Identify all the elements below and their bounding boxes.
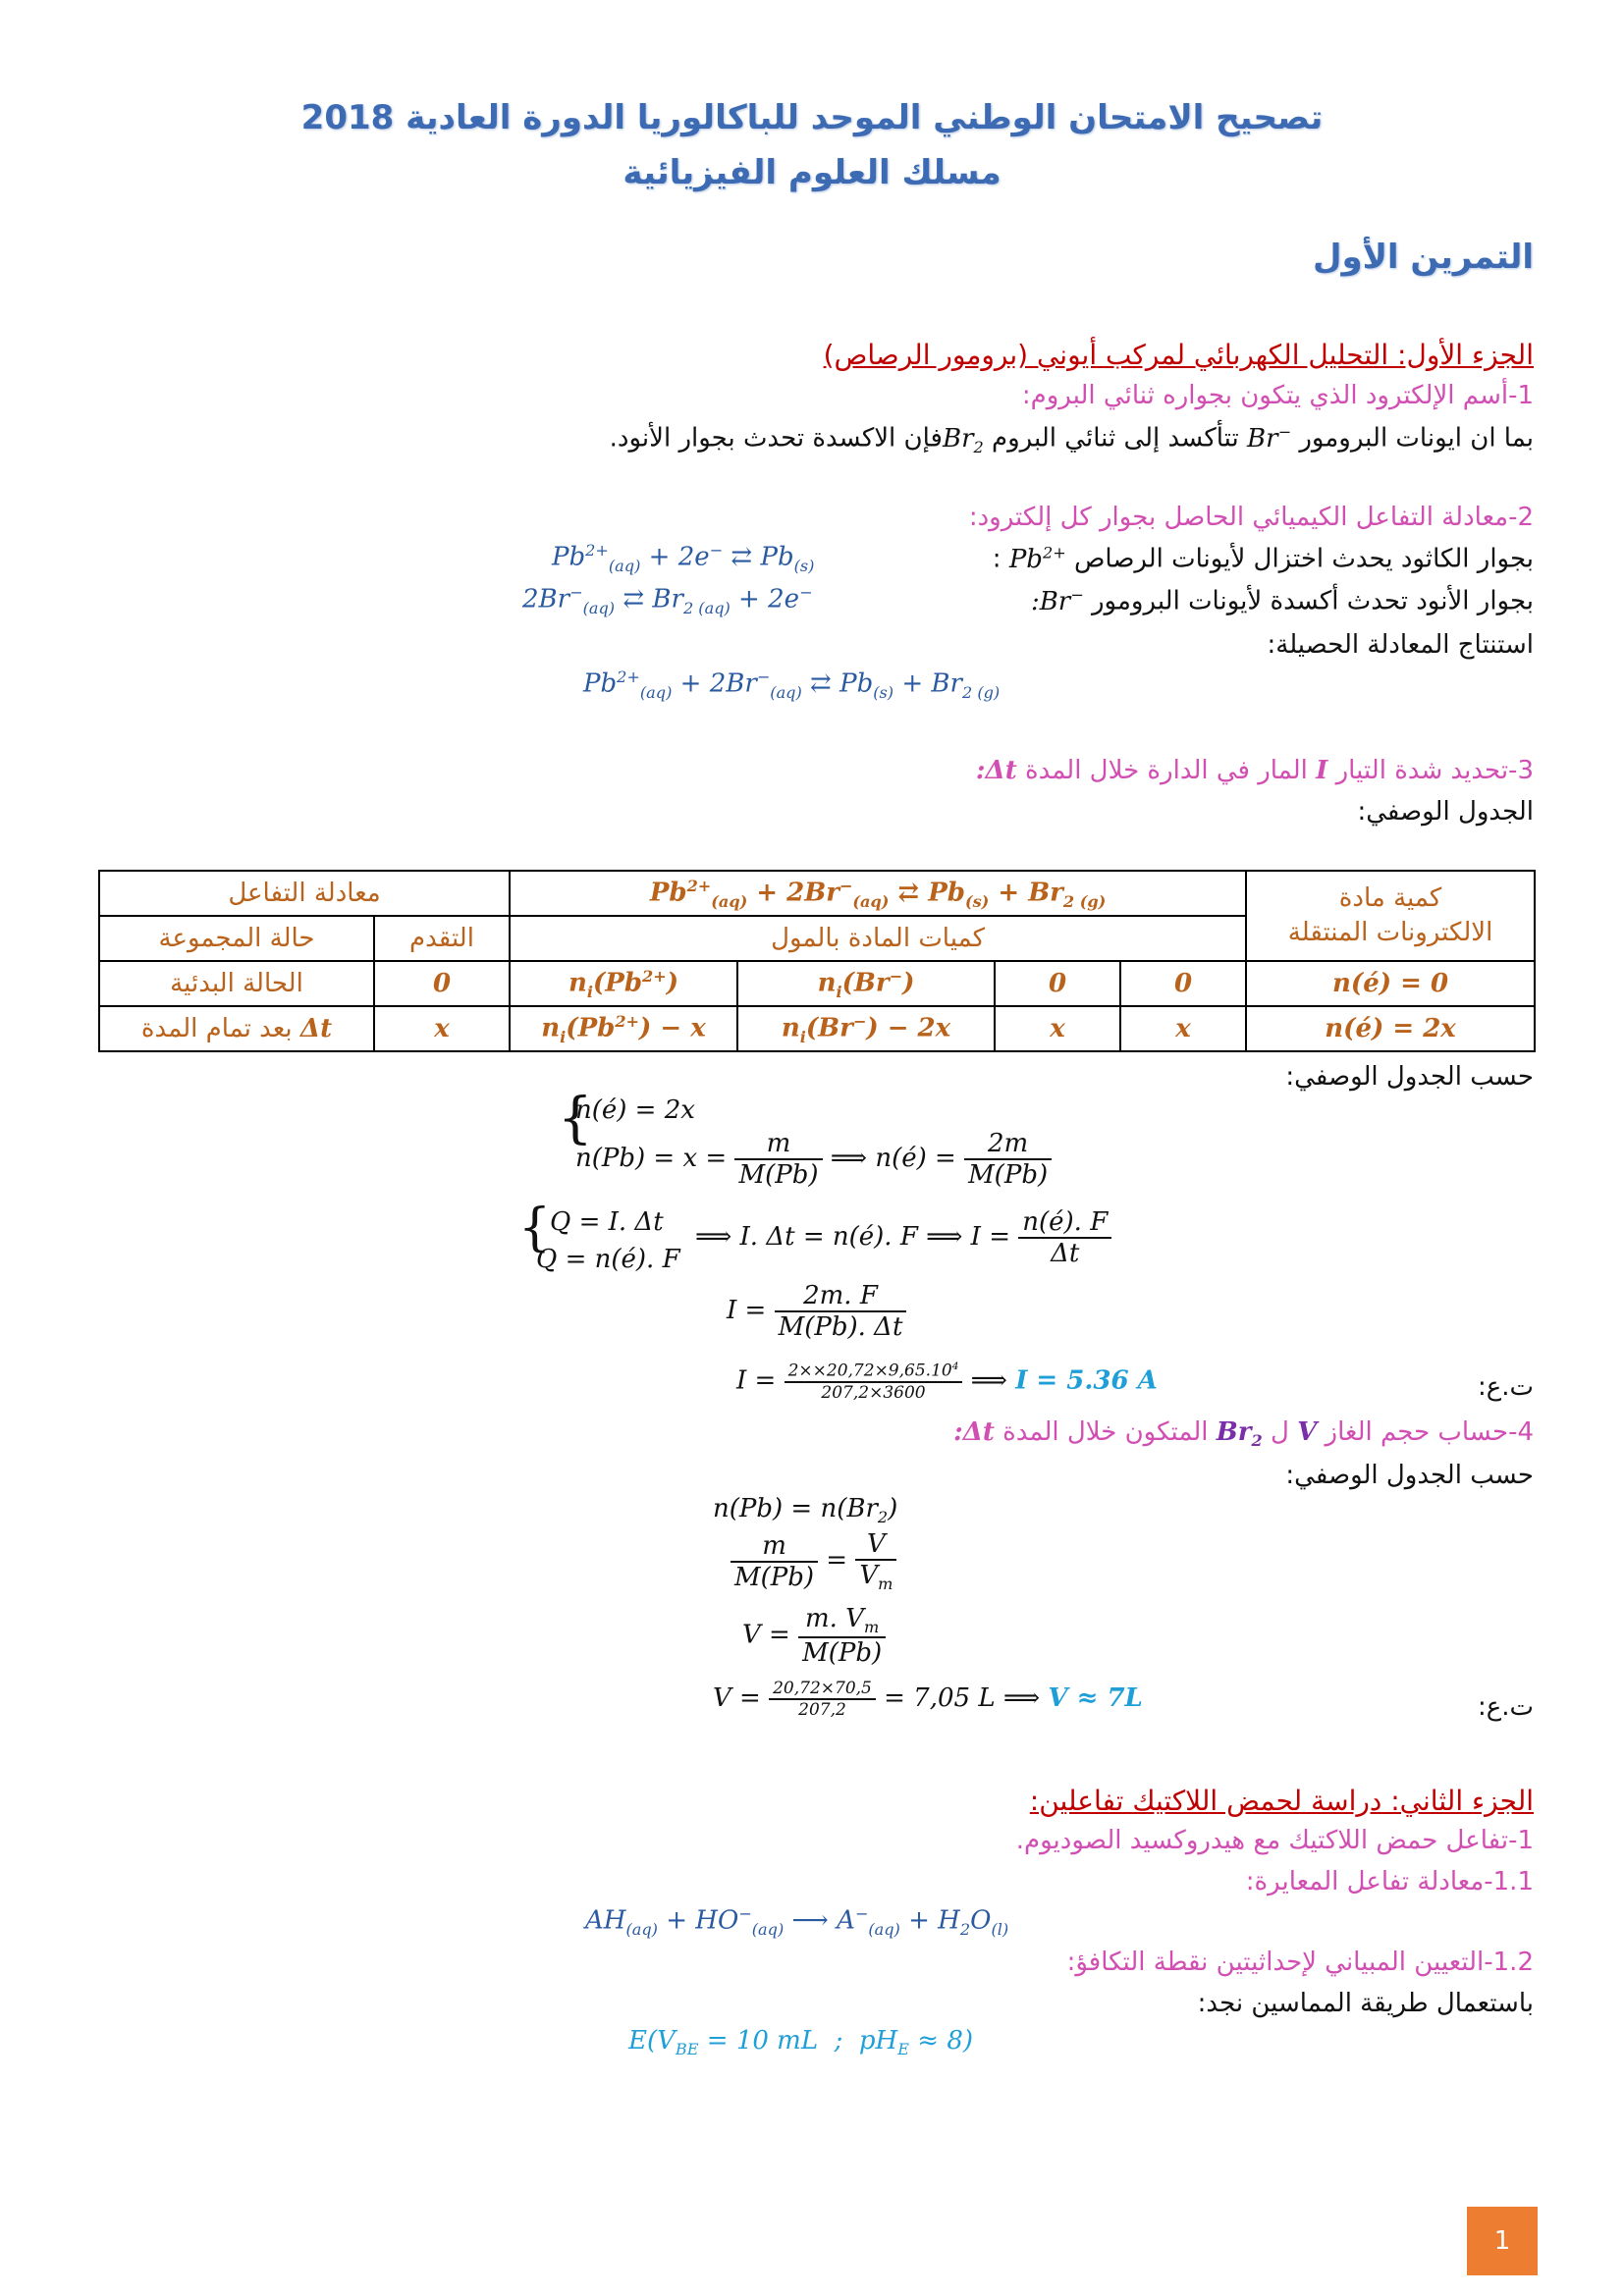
brace-2: { — [518, 1199, 552, 1257]
r1-c3: 0 — [995, 961, 1120, 1006]
q2-title: 2-معادلة التفاعل الكيميائي الحاصل بجوار كل إلكترود: — [968, 503, 1534, 532]
q1-answer-c: فإن الاكسدة تحدث بجوار الأنود. — [609, 423, 943, 454]
h-state: حالة المجموعة — [99, 916, 374, 961]
r2-electrons: n(é) = 2x — [1246, 1006, 1535, 1051]
sys2-result: ⟹ I. Δt = n(é). F ⟹ I = $\frac{n(é). F}{\Delta t}$ — [695, 1207, 1111, 1268]
r2-c3: x — [995, 1006, 1120, 1051]
h-electrons-2: الالكترونات المنتقلة — [1287, 918, 1493, 947]
part1-title: الجزء الأول: التحليل الكهربائي لمركب أيوني (برومور الرصاص) — [823, 339, 1534, 371]
q1-answer-b: تتأكسد إلى ثنائي البروم — [992, 423, 1239, 454]
according-table: حسب الجدول الوصفي: — [1285, 1062, 1534, 1092]
part2-q1: 1-تفاعل حمض اللاكتيك مع هيدروكسيد الصوديوم. — [1015, 1826, 1534, 1855]
part2-q12: 1.2-التعيين المبياني لإحداثيتين نقطة التكافؤ: — [1066, 1948, 1534, 1977]
q2-anode: بجوار الأنود تحدث أكسدة لأيونات البرومور :Br− — [1030, 585, 1534, 616]
page-subtitle: مسلك العلوم الفيزيائية — [623, 153, 1001, 192]
titration-equation: $AH_{(aq)} + HO^-_{(aq)}$ ⟶ $A^-_{(aq)} + H_2O_{(l)}$ — [585, 1904, 1009, 1939]
table-label: الجدول الوصفي: — [1357, 797, 1534, 827]
h-equation: معادلة التفاعل — [99, 871, 510, 916]
q1-answer-a: بما ان ايونات البرومور — [1299, 423, 1534, 454]
q4-title-a: 4-حساب حجم الغاز — [1325, 1417, 1534, 1447]
numeric-label-1: ت.ع: — [1477, 1372, 1534, 1402]
page-number: 1 — [1467, 2207, 1538, 2275]
numeric-label-2: ت.ع: — [1477, 1692, 1534, 1722]
current-numeric: I = $\frac{2\times\times 20,72\times 9,65.10^4}{207,2\times 3600}$ ⟹ I = 5.36 A — [736, 1361, 1158, 1403]
r1-electrons: n(é) = 0 — [1246, 961, 1535, 1006]
sys1-line1: n(é) = 2x — [575, 1095, 695, 1125]
q4-according: حسب الجدول الوصفي: — [1285, 1461, 1534, 1490]
q2-anode-text: بجوار الأنود تحدث أكسدة لأيونات البرومور — [1092, 586, 1534, 616]
q3-title-a: 3-تحديد شدة التيار — [1335, 756, 1534, 785]
h-advance: التقدم — [374, 916, 510, 961]
sys2-line1: Q = I. Δt — [550, 1207, 664, 1237]
page-title: تصحيح الامتحان الوطني الموحد للباكالوريا الدورة العادية 2018 — [300, 98, 1324, 137]
current-result: I = 5.36 A — [1015, 1365, 1158, 1396]
sys2-line2: Q = n(é). F — [536, 1245, 680, 1274]
eq-cathode: $Pb^{2+}_{(aq)} + 2e^-$ ⇄ $Pb_{(s)}$ — [552, 541, 815, 575]
q1-answer: بما ان ايونات البرومور Br− تتأكسد إلى ثنائي البروم $Br_2فإن$ الاكسدة تحدث بجوار الأنود. — [609, 422, 1534, 456]
r2-adv: x — [374, 1006, 510, 1051]
r1-c4: 0 — [1120, 961, 1246, 1006]
r1-br: $n_i(Br^-)$ — [737, 961, 995, 1006]
equivalence-point: $E(V_{BE} = 10$ mL ; $pH_E \approx 8$) — [628, 2026, 973, 2059]
vol-numeric: V = $\frac{20,72\times 70,5}{207,2}$ = 7,05 L ⟹ V ≈ 7L — [713, 1679, 1143, 1720]
q4-title-c: المتكون خلال المدة — [1002, 1417, 1209, 1447]
r1-adv: 0 — [374, 961, 510, 1006]
part2-q12-text: باستعمال طريقة المماسين نجد: — [1197, 1989, 1534, 2018]
volume-result: V ≈ 7L — [1048, 1683, 1143, 1713]
h-electrons — [1246, 871, 1535, 961]
part2-title: الجزء الثاني: دراسة لحمض اللاكتيك تفاعلين: — [1029, 1785, 1534, 1817]
h-moles: كميات المادة بالمول — [510, 916, 1246, 961]
r2-pb: $n_i(Pb^{2+}) - x$ — [510, 1006, 737, 1051]
q2-deduce: استنتاج المعادلة الحصيلة: — [1267, 630, 1534, 660]
r2-state-text: بعد تمام المدة — [140, 1014, 293, 1043]
current-formula: I = $\frac{2m. F}{M(Pb). \Delta t}$ — [727, 1281, 906, 1342]
eq-global: $Pb^{2+}_{(aq)} + 2Br^-_{(aq)}$ ⇄ $Pb_{(s)} + Br_{2 (g)}$ — [583, 667, 1001, 702]
part2-q11: 1.1-معادلة تفاعل المعايرة: — [1245, 1867, 1534, 1896]
q3-title: 3-تحديد شدة التيار I المار في الدارة خلال المدة :Δt — [975, 756, 1534, 785]
q2-cathode-text: بجوار الكاثود يحدث اختزال لأيونات الرصاص — [1073, 544, 1534, 574]
sys1-line2: n(Pb) = x = $\frac{m}{M(Pb)}$ ⟹ n(é) = $\frac{2m}{M(Pb)}$ — [575, 1129, 1052, 1190]
q1-title: 1-أسم الإلكترود الذي يتكون بجواره ثنائي البروم: — [1021, 381, 1534, 410]
r1-pb: $n_i(Pb^{2+})$ — [510, 961, 737, 1006]
exercise-title: التمرين الأول — [1312, 238, 1534, 277]
brace-1: { — [558, 1087, 593, 1150]
r1-state: الحالة البدئية — [99, 961, 374, 1006]
r2-c4: x — [1120, 1006, 1246, 1051]
vol-eq1: $n(Pb) = n(Br_2)$ — [713, 1494, 898, 1527]
r2-br: $n_i(Br^-) - 2x$ — [737, 1006, 995, 1051]
h-equation-formula: $Pb^{2+}_{(aq)} + 2Br^-_{(aq)}$ ⇄ $Pb_{(s)} + Br_{2 (g)}$ — [510, 871, 1246, 916]
eq-anode: $2Br^-_{(aq)}$ ⇄ $Br_{2 (aq)} + 2e^-$ — [522, 583, 813, 617]
q4-title: 4-حساب حجم الغاز V ل $Br_2$ المتكون خلال المدة :Δt — [953, 1417, 1534, 1451]
r2-state: بعد تمام المدة Δt — [99, 1006, 374, 1051]
q2-cathode: بجوار الكاثود يحدث اختزال لأيونات الرصاص $Pb^{2+}$ : — [992, 543, 1534, 574]
q3-title-b: المار في الدارة خلال المدة — [1024, 756, 1308, 785]
h-electrons-1: كمية مادة — [1338, 882, 1442, 913]
vol-eq2: $\frac{m}{M(Pb)}$ = $\frac{V}{V_m}$ — [731, 1529, 896, 1593]
q4-title-b: ل — [1270, 1417, 1289, 1447]
progress-table — [98, 870, 1536, 1052]
vol-eq3: V = $\frac{m. V_m}{M(Pb)}$ — [742, 1604, 886, 1668]
